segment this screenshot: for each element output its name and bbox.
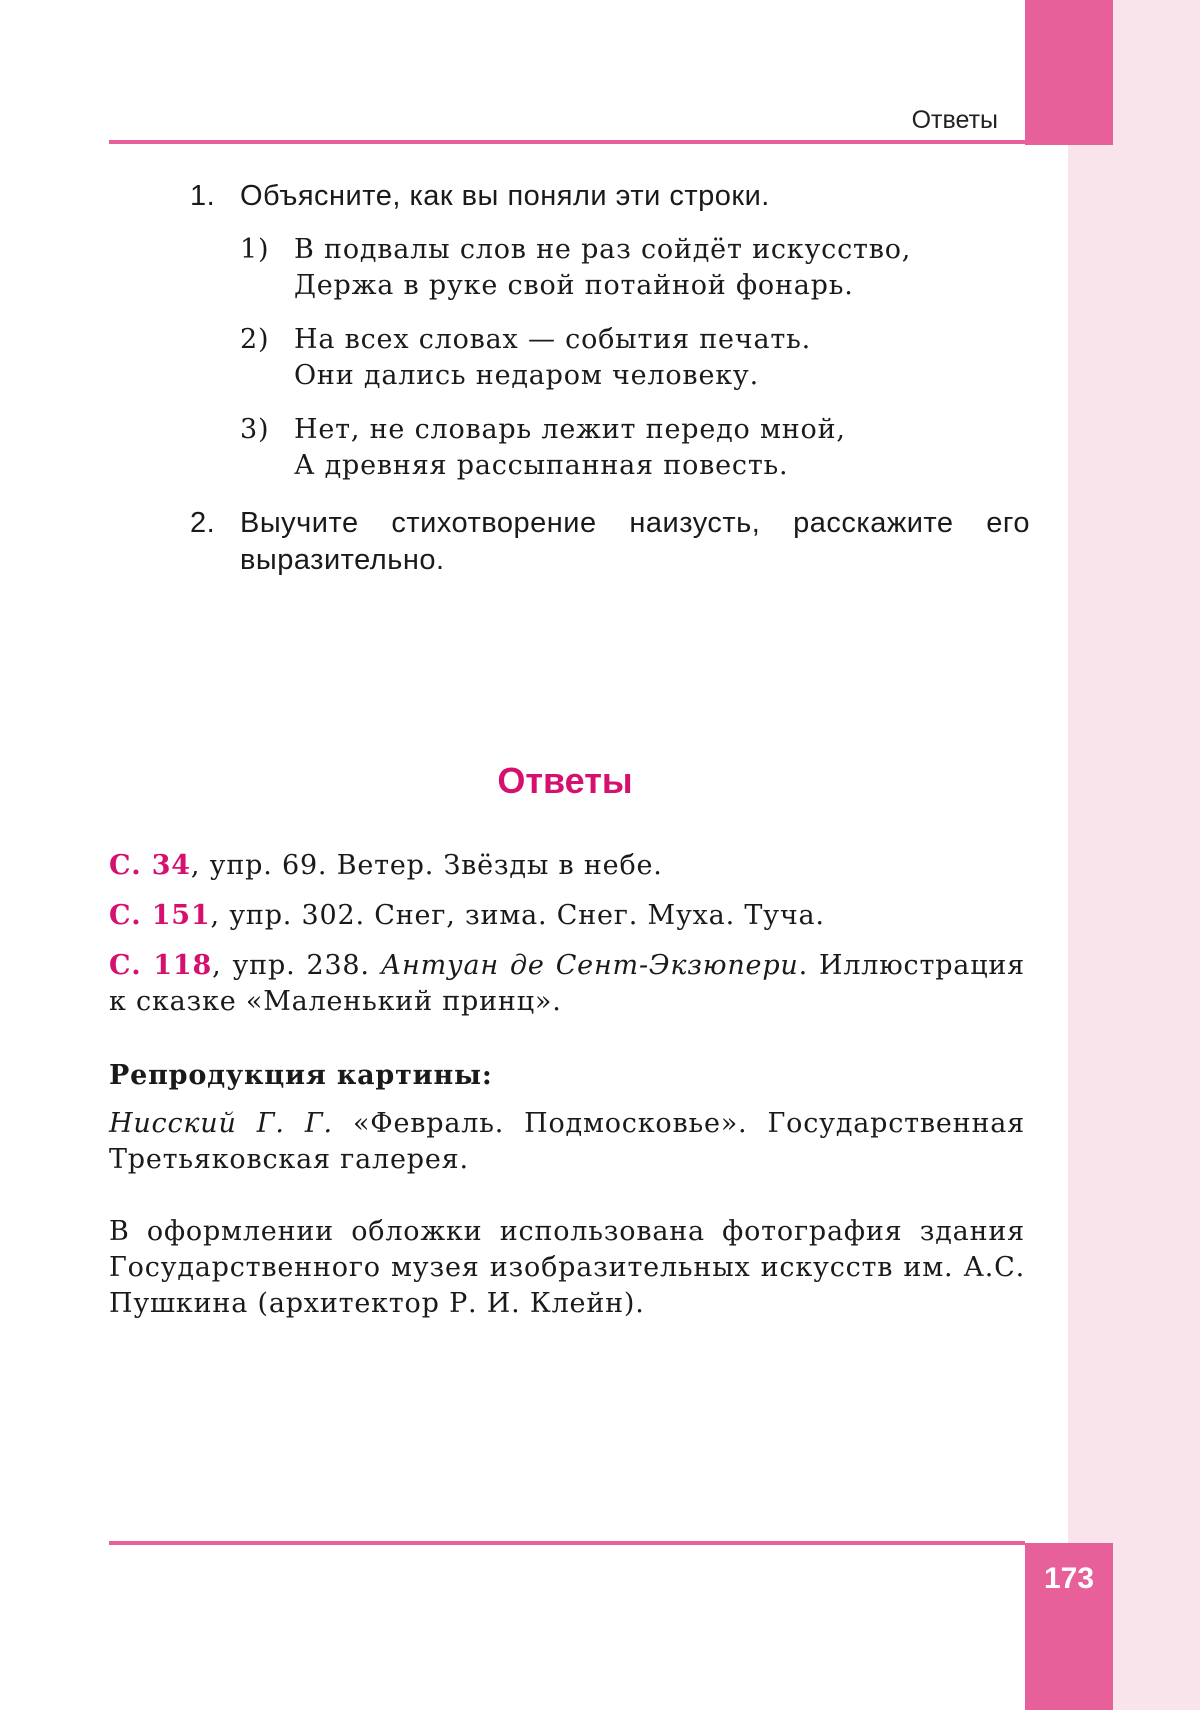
running-head: Ответы bbox=[912, 106, 998, 135]
reproduction-label: Репродукция картины: bbox=[109, 1058, 1025, 1094]
answer-text-continued: . Иллюстрация к сказке «Маленький принц». bbox=[109, 950, 1025, 1017]
painter-name: Нисский Г. Г. bbox=[109, 1108, 333, 1139]
reproduction-credit bbox=[109, 1106, 1025, 1178]
task-2 bbox=[190, 505, 1030, 579]
task-2-number: 2. bbox=[190, 505, 215, 542]
poem-quote-2 bbox=[240, 322, 1020, 394]
poem-quote-2-line-1: На всех словах — события печать. bbox=[294, 322, 1020, 358]
answers-title: Ответы bbox=[0, 760, 1130, 802]
poem-quote-1-number: 1) bbox=[240, 232, 269, 268]
poem-quote-3-number: 3) bbox=[240, 412, 269, 448]
answer-page-ref: С. 151 bbox=[109, 900, 210, 931]
task-1-text: Объясните, как вы поняли эти строки. bbox=[240, 178, 1030, 215]
footer-rule bbox=[109, 1541, 1025, 1545]
right-margin-band bbox=[1068, 0, 1200, 1710]
answer-page-ref: С. 34 bbox=[109, 850, 191, 881]
page-number: 173 bbox=[1025, 1562, 1113, 1596]
header-rule bbox=[109, 140, 1025, 144]
answer-text: , упр. 302. Снег, зима. Снег. Муха. Туча. bbox=[210, 900, 824, 931]
poem-quote-3 bbox=[240, 412, 1020, 484]
poem-quote-2-line-2: Они дались недаром человеку. bbox=[294, 358, 1020, 394]
task-1 bbox=[190, 178, 1030, 215]
answer-page-ref: С. 118 bbox=[109, 950, 212, 981]
answer-entry-3 bbox=[109, 948, 1025, 1020]
poem-quote-1 bbox=[240, 232, 1020, 304]
painting-title: «Февраль. Подмосковье». Государственная Третьяковская галерея. bbox=[109, 1108, 1025, 1175]
answer-text: , упр. 69. Ветер. Звёзды в небе. bbox=[191, 850, 663, 881]
poem-quote-1-line-1: В подвалы слов не раз сойдёт искусство, bbox=[294, 232, 1020, 268]
top-page-tab bbox=[1025, 0, 1113, 145]
answer-entry-2 bbox=[109, 898, 1025, 934]
poem-quote-2-number: 2) bbox=[240, 322, 269, 358]
answer-text: , упр. 238. bbox=[212, 950, 381, 981]
task-1-number: 1. bbox=[190, 178, 215, 215]
poem-quote-3-line-1: Нет, не словарь лежит передо мной, bbox=[294, 412, 1020, 448]
answer-entry-1 bbox=[109, 848, 1025, 884]
task-2-text: Выучите стихотворение наизусть, расскажите его выразительно. bbox=[240, 505, 1030, 579]
poem-quote-3-line-2: А древняя рассыпанная повесть. bbox=[294, 448, 1020, 484]
cover-note: В оформлении обложки использована фотография здания Государственного музея изобразительных искусств им. А.С. Пушкина (архитектор Р. И. Клейн). bbox=[109, 1214, 1025, 1322]
poem-quote-1-line-2: Держа в руке свой потайной фонарь. bbox=[294, 268, 1020, 304]
author-name: Антуан де Сент-Экзюпери bbox=[381, 950, 799, 981]
